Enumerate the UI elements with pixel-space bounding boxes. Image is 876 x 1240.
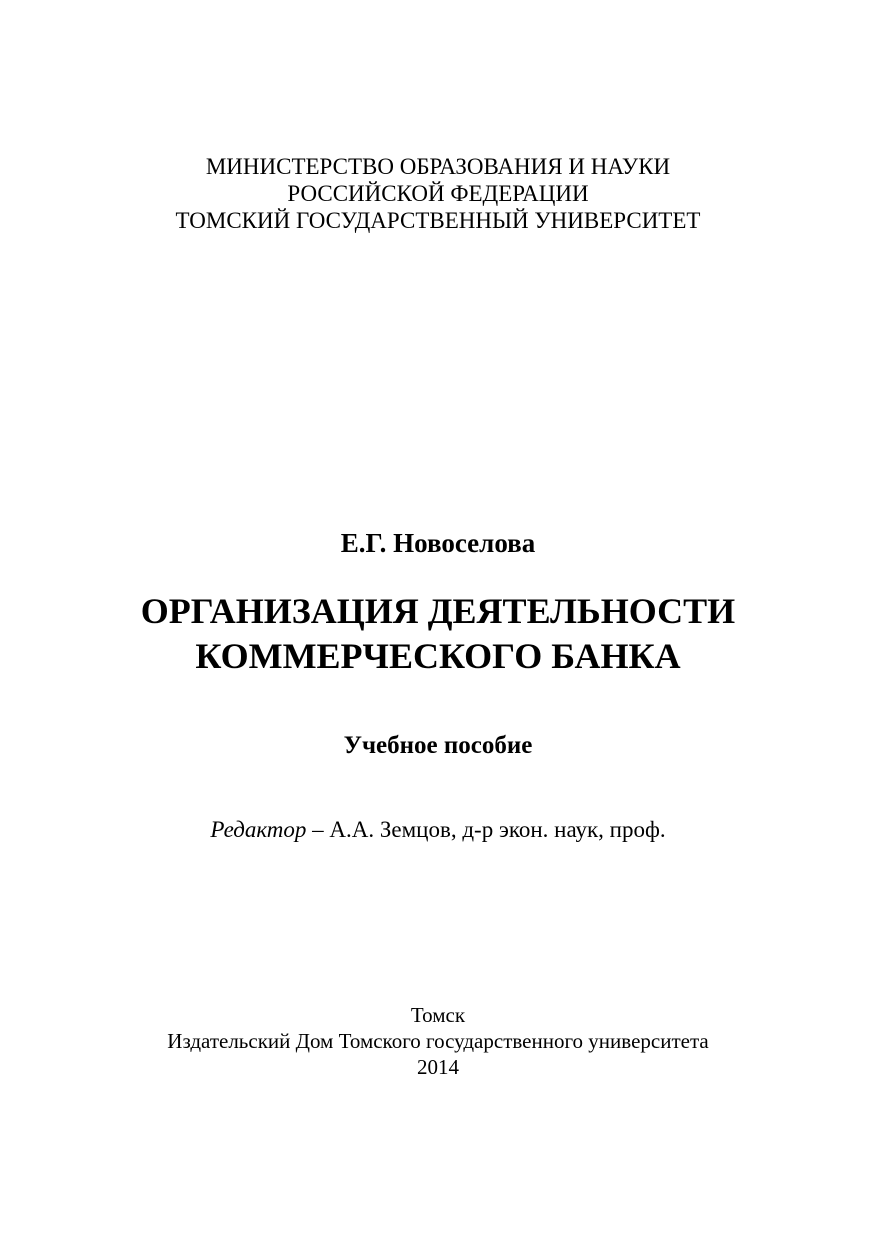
book-subtitle: Учебное пособие xyxy=(343,732,533,759)
ministry-line: МИНИСТЕРСТВО ОБРАЗОВАНИЯ И НАУКИ xyxy=(205,154,671,179)
editor-role: Редактор xyxy=(210,817,307,842)
federation-line: РОССИЙСКОЙ ФЕДЕРАЦИИ xyxy=(287,181,589,206)
imprint-publisher: Издательский Дом Томского государственного университета xyxy=(167,1029,709,1053)
editor-details: А.А. Земцов, д-р экон. наук, проф. xyxy=(329,817,666,842)
imprint-city: Томск xyxy=(410,1003,466,1027)
book-title-line-1: ОРГАНИЗАЦИЯ ДЕЯТЕЛЬНОСТИ xyxy=(140,591,736,631)
imprint-year: 2014 xyxy=(417,1055,459,1079)
author-name: Е.Г. Новоселова xyxy=(340,528,536,558)
book-title-line-2: КОММЕРЧЕСКОГО БАНКА xyxy=(195,636,681,676)
university-line: ТОМСКИЙ ГОСУДАРСТВЕННЫЙ УНИВЕРСИТЕТ xyxy=(175,208,701,233)
editor-line xyxy=(0,816,876,843)
editor-separator: – xyxy=(306,817,330,842)
